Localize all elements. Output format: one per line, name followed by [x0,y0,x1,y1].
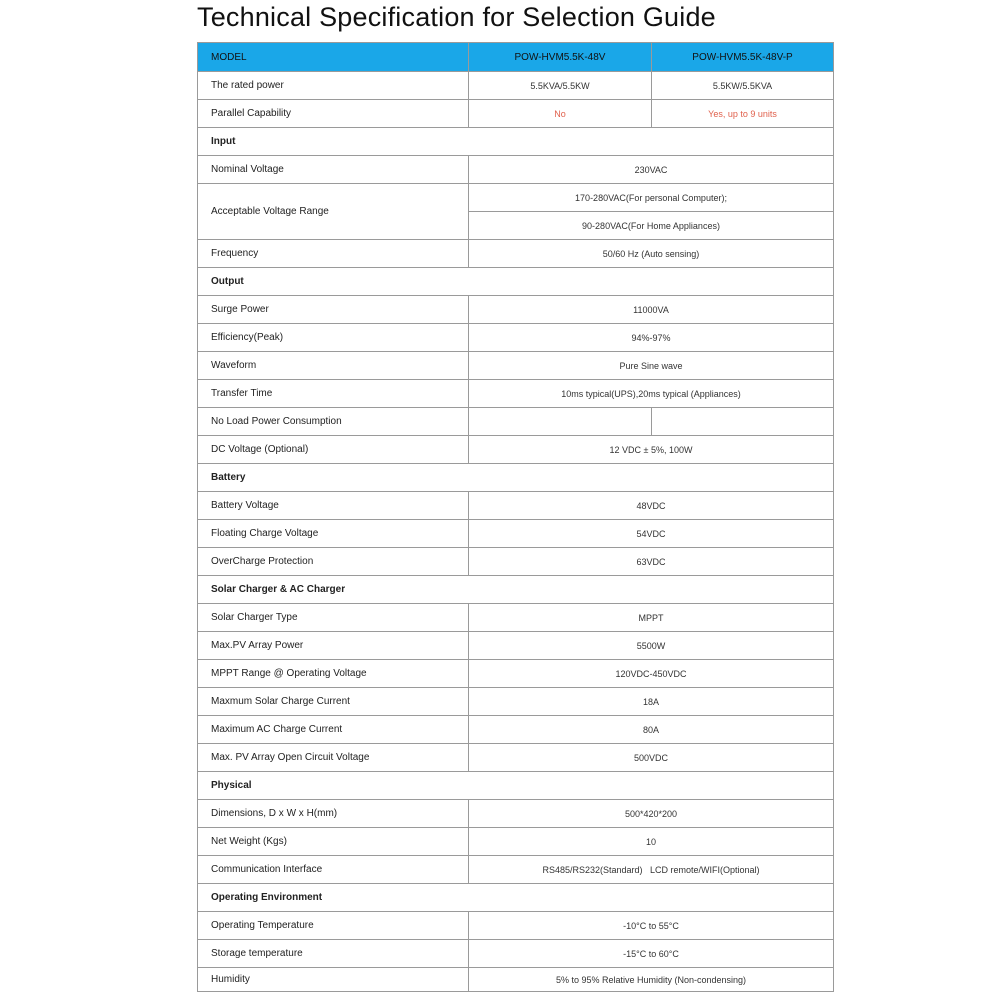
row-label: Surge Power [198,296,469,324]
model-b-header: POW-HVM5.5K-48V-P [652,43,834,72]
row-label: Frequency [198,240,469,268]
table-row [198,240,834,268]
table-row [198,380,834,408]
row-label: Parallel Capability [198,100,469,128]
section-row-physical [198,772,834,800]
table-row [198,688,834,716]
table-row [198,436,834,464]
section-title: Battery [198,464,834,492]
row-value: 5% to 95% Relative Humidity (Non-condensing) [469,968,834,992]
row-label: Transfer Time [198,380,469,408]
row-value: 48VDC [469,492,834,520]
row-label: Storage temperature [198,940,469,968]
table-row [198,548,834,576]
table-row [198,604,834,632]
table-row [198,352,834,380]
table-row [198,184,834,212]
row-value-b: Yes, up to 9 units [652,100,834,128]
table-row [198,408,834,436]
table-row [198,800,834,828]
section-row-battery [198,464,834,492]
model-header-label: MODEL [198,43,469,72]
row-label: Maximum AC Charge Current [198,716,469,744]
row-label: Battery Voltage [198,492,469,520]
table-row [198,100,834,128]
table-row [198,856,834,884]
row-label: Efficiency(Peak) [198,324,469,352]
row-label: MPPT Range @ Operating Voltage [198,660,469,688]
section-title: Output [198,268,834,296]
row-value-b [652,408,834,436]
section-title: Physical [198,772,834,800]
row-value: 500VDC [469,744,834,772]
row-value: 90-280VAC(For Home Appliances) [469,212,834,240]
row-label: Dimensions, D x W x H(mm) [198,800,469,828]
row-value: -15°C to 60°C [469,940,834,968]
model-a-header: POW-HVM5.5K-48V [469,43,652,72]
row-label: No Load Power Consumption [198,408,469,436]
table-row [198,492,834,520]
table-row [198,296,834,324]
row-value: 230VAC [469,156,834,184]
row-label: OverCharge Protection [198,548,469,576]
section-title: Operating Environment [198,884,834,912]
row-label: The rated power [198,72,469,100]
table-row [198,156,834,184]
table-row [198,520,834,548]
section-row-charger [198,576,834,604]
table-row [198,72,834,100]
row-value: 5500W [469,632,834,660]
table-row [198,716,834,744]
page-title: Technical Specification for Selection Guide [197,2,716,32]
section-row-environment [198,884,834,912]
table-row [198,324,834,352]
table-row [198,632,834,660]
row-value: 80A [469,716,834,744]
row-value-b: 5.5KW/5.5KVA [652,72,834,100]
row-label: Operating Temperature [198,912,469,940]
row-value-a: No [469,100,652,128]
table-row [198,660,834,688]
table-row [198,968,834,992]
row-value-a [469,408,652,436]
row-label: Max. PV Array Open Circuit Voltage [198,744,469,772]
row-value: 11000VA [469,296,834,324]
row-label: Humidity [198,968,469,992]
row-value: 94%-97% [469,324,834,352]
section-row-output [198,268,834,296]
row-label: Floating Charge Voltage [198,520,469,548]
row-value-a: 5.5KVA/5.5KW [469,72,652,100]
section-row-input [198,128,834,156]
row-label: Net Weight (Kgs) [198,828,469,856]
section-title: Solar Charger & AC Charger [198,576,834,604]
row-value: 170-280VAC(For personal Computer); [469,184,834,212]
row-value: -10°C to 55°C [469,912,834,940]
row-value: MPPT [469,604,834,632]
row-value: 18A [469,688,834,716]
row-value: 120VDC-450VDC [469,660,834,688]
row-label: Communication Interface [198,856,469,884]
row-value: Pure Sine wave [469,352,834,380]
row-value: 50/60 Hz (Auto sensing) [469,240,834,268]
row-label: DC Voltage (Optional) [198,436,469,464]
row-label: Maxmum Solar Charge Current [198,688,469,716]
row-value: 12 VDC ± 5%, 100W [469,436,834,464]
spec-table [197,42,834,992]
row-label: Waveform [198,352,469,380]
row-label: Nominal Voltage [198,156,469,184]
row-value: 54VDC [469,520,834,548]
row-label: Acceptable Voltage Range [198,184,469,240]
table-row [198,912,834,940]
table-header-row [198,43,834,72]
row-label: Solar Charger Type [198,604,469,632]
row-value: 10ms typical(UPS),20ms typical (Appliances) [469,380,834,408]
section-title: Input [198,128,834,156]
row-value: 500*420*200 [469,800,834,828]
table-row [198,940,834,968]
row-value: 63VDC [469,548,834,576]
table-row [198,744,834,772]
row-label: Max.PV Array Power [198,632,469,660]
row-value: 10 [469,828,834,856]
table-row [198,828,834,856]
row-value: RS485/RS232(Standard) LCD remote/WIFI(Optional) [469,856,834,884]
